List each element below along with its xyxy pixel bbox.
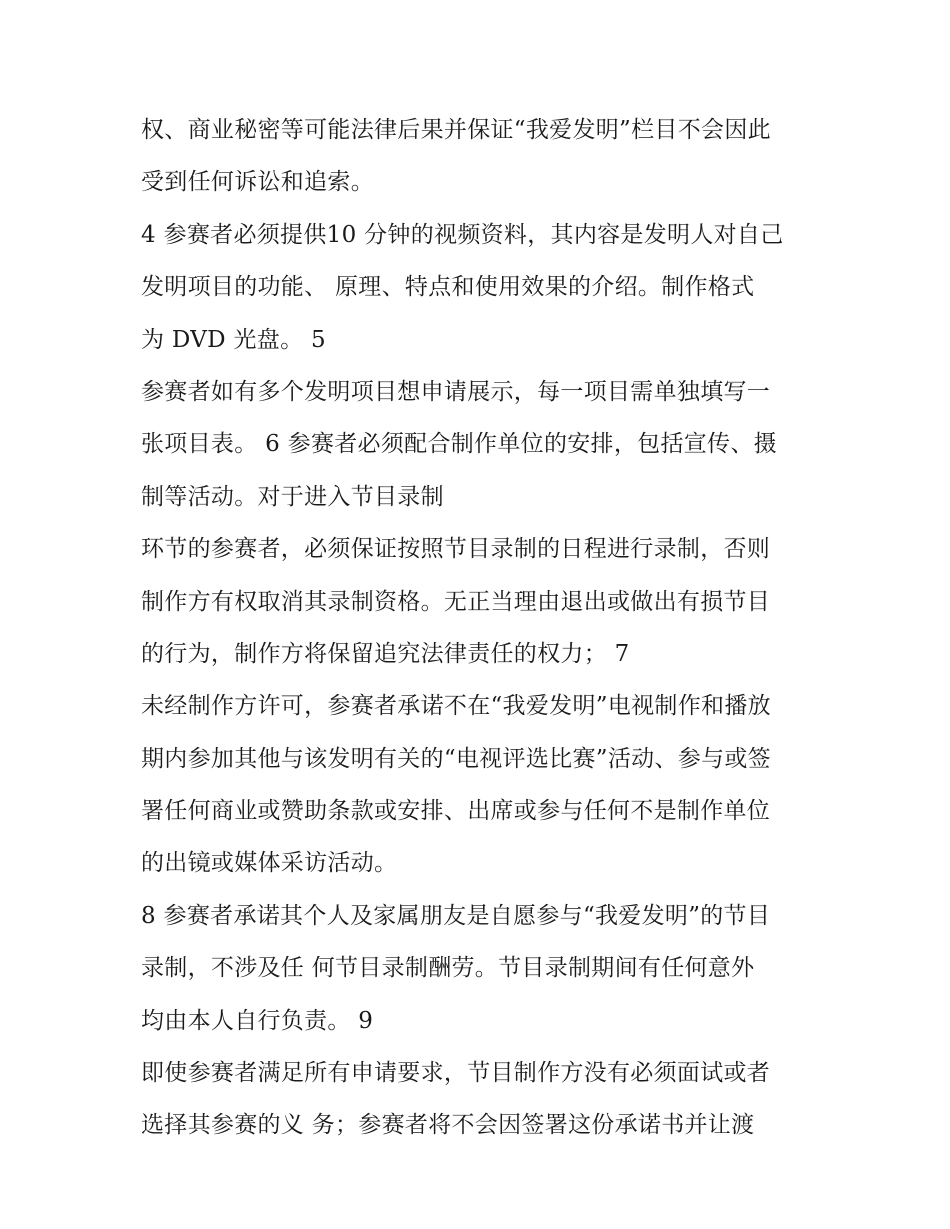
text-line: 环节的参赛者，必须保证按照节目录制的日程进行录制，否则	[141, 536, 771, 563]
text-line: 为 DVD 光盘。 5	[141, 326, 326, 353]
text-line: 的出镜或媒体采访活动。	[141, 850, 398, 877]
text-line: 制等活动。对于进入节目录制	[141, 483, 444, 510]
text-line: 制作方有权取消其录制资格。无正当理由退出或做出有损节目	[141, 588, 771, 615]
text-line: 受到任何诉讼和追索。	[141, 169, 374, 196]
text-line: 权、商业秘密等可能法律后果并保证“我爱发明”栏目不会因此	[141, 117, 771, 143]
text-line: 选择其参赛的义 务；参赛者将不会因签署这份承诺书并让渡	[141, 1112, 755, 1139]
text-line: 8 参赛者承诺其个人及家属朋友是自愿参与“我爱发明”的节目	[141, 902, 771, 929]
text-line: 未经制作方许可，参赛者承诺不在“我爱发明”电视制作和播放	[141, 693, 771, 720]
text-line: 期内参加其他与该发明有关的“电视评选比赛”活动、参与或签	[141, 745, 771, 772]
text-line: 署任何商业或赞助条款或安排、出席或参与任何不是制作单位	[141, 798, 771, 825]
text-line: 均由本人自行负责。 9	[141, 1007, 374, 1034]
text-line: 发明项目的功能、 原理、特点和使用效果的介绍。制作格式	[141, 274, 755, 301]
text-line: 即使参赛者满足所有申请要求，节目制作方没有必须面试或者	[141, 1060, 771, 1087]
text-line: 参赛者如有多个发明项目想申请展示，每一项目需单独填写一	[141, 378, 771, 405]
document-body	[141, 104, 821, 1152]
text-line: 张项目表。 6 参赛者必须配合制作单位的安排，包括宣传、摄	[141, 431, 777, 458]
text-line: 4 参赛者必须提供10 分钟的视频资料，其内容是发明人对自己	[141, 221, 784, 248]
text-line: 录制，不涉及任 何节目录制酬劳。节目录制期间有任何意外	[141, 955, 755, 982]
text-line: 的行为，制作方将保留追究法律责任的权力； 7	[141, 640, 630, 667]
